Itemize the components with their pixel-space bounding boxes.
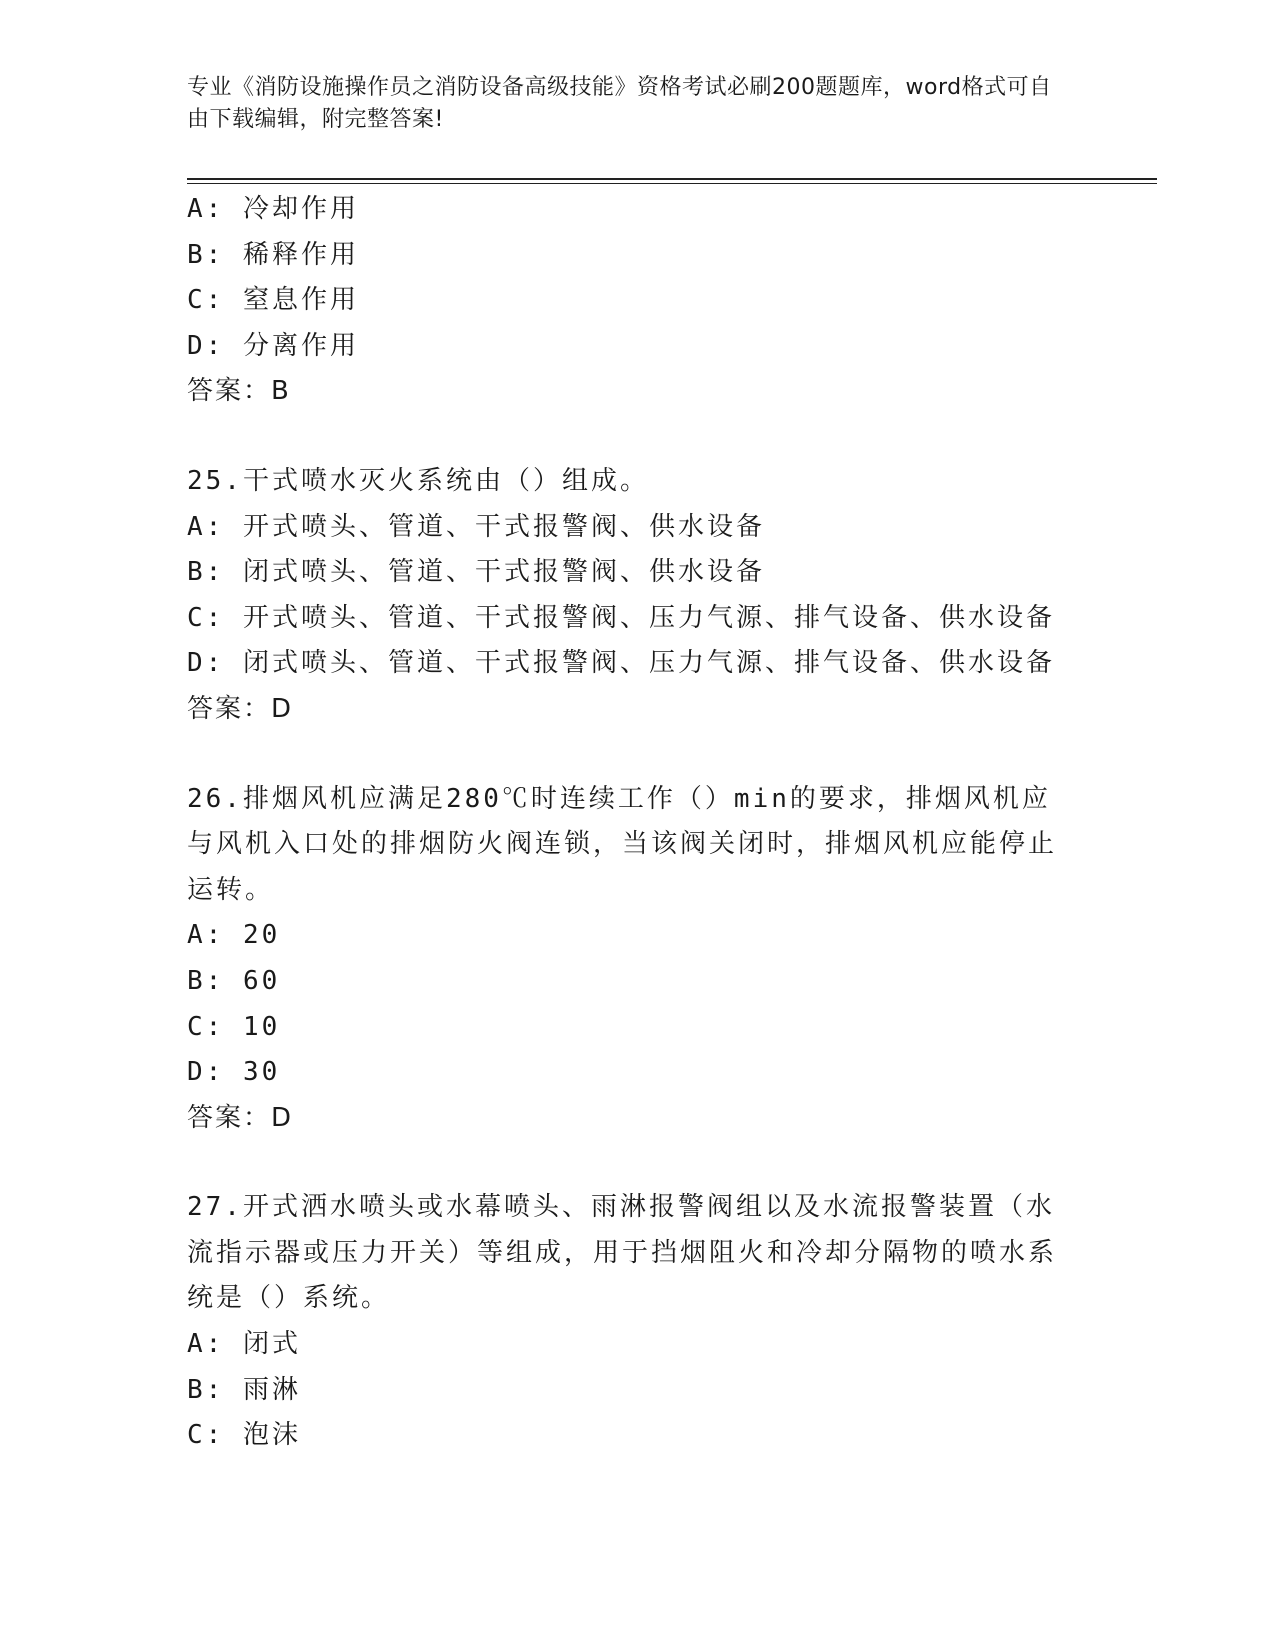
answer: 答案：D: [187, 693, 294, 724]
document-header: 专业《消防设施操作员之消防设备高级技能》资格考试必刷200题题库，word格式可自由下载编辑，附完整答案!: [187, 75, 1052, 132]
header-divider-top: [187, 178, 1157, 180]
option-b: B: 闭式喷头、管道、干式报警阀、供水设备: [187, 557, 765, 588]
answer: 答案：B: [187, 376, 291, 407]
question-24: [187, 187, 1087, 415]
option-c: C: 泡沫: [187, 1420, 301, 1451]
question-text: 27.开式洒水喷头或水幕喷头、雨淋报警阀组以及水流报警装置（水流指示器或压力开关）等组成，用于挡烟阻火和冷却分隔物的喷水系统是（）系统。: [187, 1192, 1058, 1314]
header-divider-bottom: [187, 183, 1157, 184]
option-d: D: 闭式喷头、管道、干式报警阀、压力气源、排气设备、供水设备: [187, 648, 1055, 679]
option-a: A: 冷却作用: [187, 194, 359, 224]
answer: 答案：D: [187, 1102, 294, 1133]
question-25: [187, 459, 1087, 733]
option-a: A: 20: [187, 920, 281, 951]
option-c: C: 窒息作用: [187, 285, 359, 316]
question-text: 26.排烟风机应满足280℃时连续工作（）min的要求，排烟风机应与风机入口处的排烟防火阀连锁，当该阀关闭时，排烟风机应能停止运转。: [187, 783, 1058, 905]
question-26: [187, 777, 1087, 1142]
option-d: D: 分离作用: [187, 330, 359, 361]
option-b: B: 雨淋: [187, 1374, 301, 1405]
question-gap: [187, 733, 1087, 777]
question-gap: [187, 415, 1087, 459]
question-content: [187, 187, 1087, 1459]
question-27: [187, 1185, 1087, 1459]
question-gap: [187, 1141, 1087, 1185]
option-d: D: 30: [187, 1057, 281, 1088]
option-b: B: 稀释作用: [187, 239, 359, 270]
question-text: 25.干式喷水灭火系统由（）组成。: [187, 465, 649, 496]
option-c: C: 10: [187, 1011, 281, 1042]
option-c: C: 开式喷头、管道、干式报警阀、压力气源、排气设备、供水设备: [187, 602, 1055, 633]
option-a: A: 开式喷头、管道、干式报警阀、供水设备: [187, 511, 765, 542]
option-b: B: 60: [187, 965, 281, 996]
option-a: A: 闭式: [187, 1329, 301, 1360]
